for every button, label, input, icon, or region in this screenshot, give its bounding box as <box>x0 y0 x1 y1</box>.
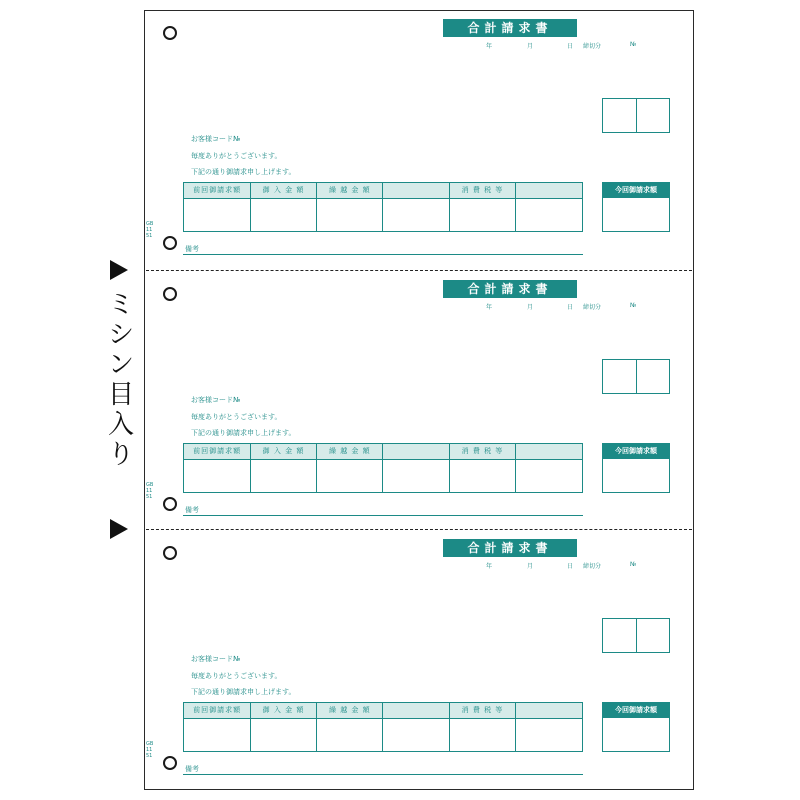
column-divider <box>515 703 516 751</box>
customer-code-label: お客様コード№ <box>191 135 241 143</box>
amount-table-header <box>184 183 582 199</box>
remarks-line[interactable] <box>183 774 583 775</box>
column-divider <box>515 183 516 231</box>
side-note-char: 目 <box>107 380 134 410</box>
stamp-box[interactable] <box>603 99 636 132</box>
greeting-line-1: 毎度ありがとうございます。 <box>191 413 282 421</box>
side-note-char: 入 <box>107 410 134 440</box>
stamp-boxes[interactable] <box>602 618 670 653</box>
greeting-line-2: 下記の通り御請求申し上げます。 <box>191 688 296 696</box>
column-consumption-tax: 消 費 税 等 <box>461 186 504 194</box>
date-label-day: 日 <box>567 43 574 50</box>
side-note-char: ン <box>107 350 134 380</box>
date-label-year: 年 <box>486 304 493 311</box>
column-divider <box>449 183 450 231</box>
remarks-label: 備考 <box>185 245 199 253</box>
date-label-year: 年 <box>486 43 493 50</box>
date-label-month: 月 <box>527 304 534 311</box>
remarks-line[interactable] <box>183 254 583 255</box>
column-divider <box>515 444 516 492</box>
punch-hole-icon <box>163 26 177 40</box>
punch-hole-icon <box>163 287 177 301</box>
column-consumption-tax: 消 費 税 等 <box>461 447 504 455</box>
date-label-day: 日 <box>567 304 574 311</box>
column-divider <box>316 703 317 751</box>
current-amount-label: 今回御請求額 <box>603 444 669 459</box>
amount-table[interactable] <box>183 702 583 752</box>
column-divider <box>316 444 317 492</box>
column-previous-balance: 前回御請求額 <box>193 186 242 194</box>
perforation-note <box>106 290 136 470</box>
stamp-box[interactable] <box>636 360 670 393</box>
perforation-arrow-icon <box>110 260 128 280</box>
product-code: GB1151 <box>146 221 154 239</box>
stamp-box[interactable] <box>603 360 636 393</box>
column-payment-received: 御 入 金 額 <box>262 706 305 714</box>
current-amount-box[interactable] <box>602 182 670 232</box>
date-label-number: № <box>630 41 637 48</box>
side-note-char: シ <box>107 320 134 350</box>
stamp-box[interactable] <box>636 99 670 132</box>
greeting-line-2: 下記の通り御請求申し上げます。 <box>191 168 296 176</box>
current-amount-box[interactable] <box>602 443 670 493</box>
side-note-char: り <box>107 440 134 470</box>
stamp-box[interactable] <box>636 619 670 652</box>
column-divider <box>382 703 383 751</box>
column-previous-balance: 前回御請求額 <box>193 447 242 455</box>
remarks-line[interactable] <box>183 515 583 516</box>
amount-table-header <box>184 703 582 719</box>
punch-hole-icon <box>163 497 177 511</box>
product-code: GB1151 <box>146 482 154 500</box>
invoice-section <box>144 10 694 270</box>
greeting-line-2: 下記の通り御請求申し上げます。 <box>191 429 296 437</box>
perforation-arrow-icon <box>110 519 128 539</box>
date-label-closing: 締切分 <box>583 304 602 311</box>
date-label-month: 月 <box>527 563 534 570</box>
current-amount-label: 今回御請求額 <box>603 183 669 198</box>
greeting-line-1: 毎度ありがとうございます。 <box>191 672 282 680</box>
column-previous-balance: 前回御請求額 <box>193 706 242 714</box>
stamp-boxes[interactable] <box>602 359 670 394</box>
remarks-label: 備考 <box>185 765 199 773</box>
column-divider <box>250 703 251 751</box>
date-label-month: 月 <box>527 43 534 50</box>
column-carried-forward: 繰 越 金 額 <box>328 447 371 455</box>
customer-code-label: お客様コード№ <box>191 396 241 404</box>
current-amount-label: 今回御請求額 <box>603 703 669 718</box>
form-title: 合計請求書 <box>443 280 577 298</box>
column-blank <box>383 703 449 718</box>
stamp-boxes[interactable] <box>602 98 670 133</box>
punch-hole-icon <box>163 756 177 770</box>
date-label-number: № <box>630 302 637 309</box>
column-divider <box>449 703 450 751</box>
remarks-label: 備考 <box>185 506 199 514</box>
date-label-number: № <box>630 561 637 568</box>
date-label-day: 日 <box>567 563 574 570</box>
amount-table[interactable] <box>183 443 583 493</box>
column-payment-received: 御 入 金 額 <box>262 186 305 194</box>
amount-table-header <box>184 444 582 460</box>
stamp-box[interactable] <box>603 619 636 652</box>
column-blank <box>516 183 582 198</box>
column-consumption-tax: 消 費 税 等 <box>461 706 504 714</box>
column-payment-received: 御 入 金 額 <box>262 447 305 455</box>
column-blank <box>383 183 449 198</box>
customer-code-label: お客様コード№ <box>191 655 241 663</box>
date-label-year: 年 <box>486 563 493 570</box>
amount-table[interactable] <box>183 182 583 232</box>
punch-hole-icon <box>163 546 177 560</box>
column-divider <box>449 444 450 492</box>
column-carried-forward: 繰 越 金 額 <box>328 186 371 194</box>
date-label-closing: 締切分 <box>583 43 602 50</box>
column-divider <box>250 444 251 492</box>
column-blank <box>516 444 582 459</box>
form-title: 合計請求書 <box>443 539 577 557</box>
column-blank <box>383 444 449 459</box>
column-divider <box>382 183 383 231</box>
punch-hole-icon <box>163 236 177 250</box>
column-divider <box>316 183 317 231</box>
current-amount-box[interactable] <box>602 702 670 752</box>
date-label-closing: 締切分 <box>583 563 602 570</box>
column-carried-forward: 繰 越 金 額 <box>328 706 371 714</box>
product-code: GB1151 <box>146 741 154 759</box>
column-divider <box>382 444 383 492</box>
column-divider <box>250 183 251 231</box>
column-blank <box>516 703 582 718</box>
invoice-section <box>144 530 694 790</box>
form-title: 合計請求書 <box>443 19 577 37</box>
invoice-section <box>144 271 694 531</box>
greeting-line-1: 毎度ありがとうございます。 <box>191 152 282 160</box>
side-note-char: ミ <box>107 290 134 320</box>
